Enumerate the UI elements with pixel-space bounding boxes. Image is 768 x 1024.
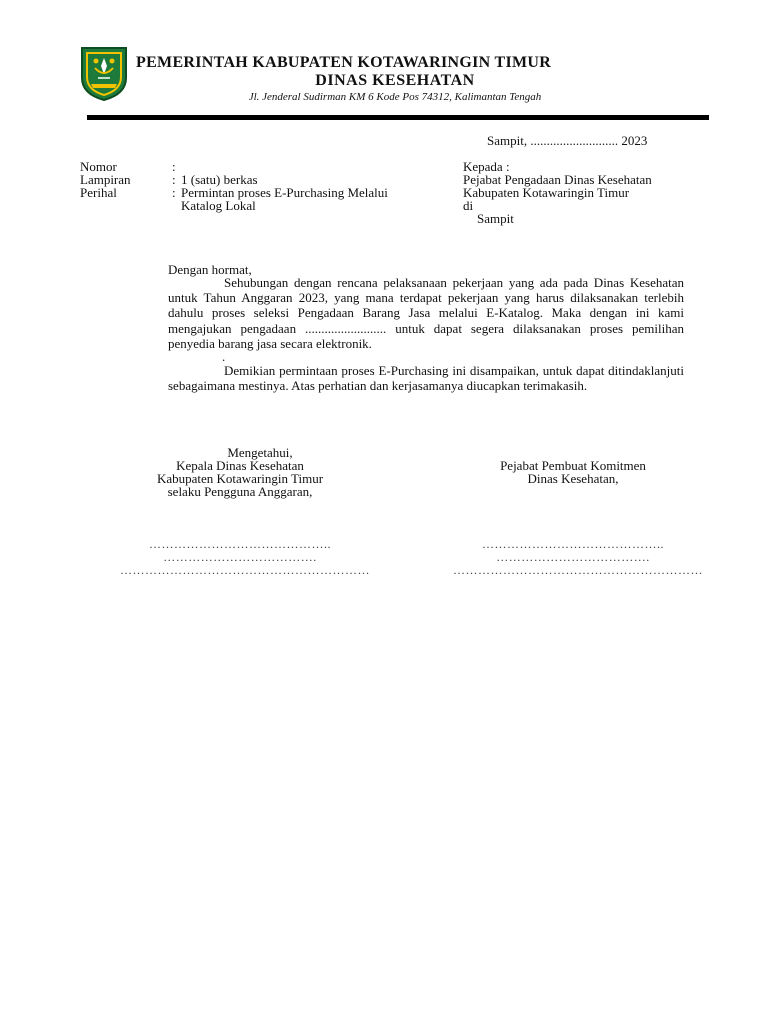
lampiran-value: 1 (satu) berkas: [181, 172, 258, 187]
sig-right-line2: Dinas Kesehatan,: [527, 471, 619, 486]
body-paragraph-2: Demikian permintaan proses E-Purchasing ini disampaikan, untuk dapat ditindaklanjuti sebagaimana mestinya. Atas perhatian dan kerjasamanya diucapkan terimakasih.: [168, 363, 684, 394]
stray-dot: .: [222, 349, 226, 364]
nomor-label: Nomor: [80, 159, 117, 174]
recipient-kepada: Kepada :: [463, 159, 510, 174]
header-government-name: PEMERINTAH KABUPATEN KOTAWARINGIN TIMUR: [136, 54, 552, 71]
greeting: Dengan hormat,: [168, 262, 252, 277]
recipient-di: di: [463, 198, 474, 213]
perihal-label: Perihal: [80, 185, 117, 200]
sig-right-line1: Pejabat Pembuat Komitmen: [500, 458, 646, 473]
perihal-colon: :: [172, 185, 176, 200]
lampiran-label: Lampiran: [80, 172, 131, 187]
sig-left-line1: Mengetahui,: [227, 445, 293, 460]
header-address: Jl. Jenderal Sudirman KM 6 Kode Pos 74312, Kalimantan Tengah: [248, 91, 542, 103]
body-paragraph-1: Sehubungan dengan rencana pelaksanaan pekerjaan yang ada pada Dinas Kesehatan untuk Tahun Anggaran 2023, yang mana terdapat pekerjaan yang harus dilaksanakan terlebih dahulu proses seleksi Pengadaan Barang Jasa melalui E-Katalog. Maka dengan ini kami mengajukan pengadaan ......................... untuk dapat segera dilaksanakan proses pemilihan penyedia barang jasa secara elektronik.: [168, 275, 684, 351]
sig-left-line4: selaku Pengguna Anggaran,: [167, 484, 313, 499]
sig-left-line3: Kabupaten Kotawaringin Timur: [156, 471, 324, 486]
nomor-colon: :: [172, 159, 176, 174]
regency-logo: [78, 44, 130, 102]
sig-right-dots-1: ……………………………………..: [482, 537, 664, 551]
perihal-value-line1: Permintan proses E-Purchasing Melalui: [181, 185, 388, 200]
sig-left-dots-2: ……………………………….: [163, 550, 317, 564]
sig-right-dots-3: ……………………………………………………: [453, 563, 703, 577]
header-office-name: DINAS KESEHATAN: [315, 72, 475, 89]
date-line: Sampit, ........................... 2023: [487, 133, 648, 148]
recipient-city: Sampit: [477, 211, 514, 226]
sig-right-dots-2: ……………………………….: [496, 550, 650, 564]
sig-left-line2: Kepala Dinas Kesehatan: [176, 458, 304, 473]
sig-left-dots-1: ……………………………………..: [149, 537, 331, 551]
recipient-line1: Pejabat Pengadaan Dinas Kesehatan: [463, 172, 652, 187]
recipient-line2: Kabupaten Kotawaringin Timur: [463, 185, 630, 200]
perihal-value-line2: Katalog Lokal: [181, 198, 256, 213]
regency-emblem-icon: [78, 44, 130, 102]
lampiran-colon: :: [172, 172, 176, 187]
sig-left-dots-3: ……………………………………………………: [120, 563, 370, 577]
letterhead-rule: [87, 115, 709, 120]
